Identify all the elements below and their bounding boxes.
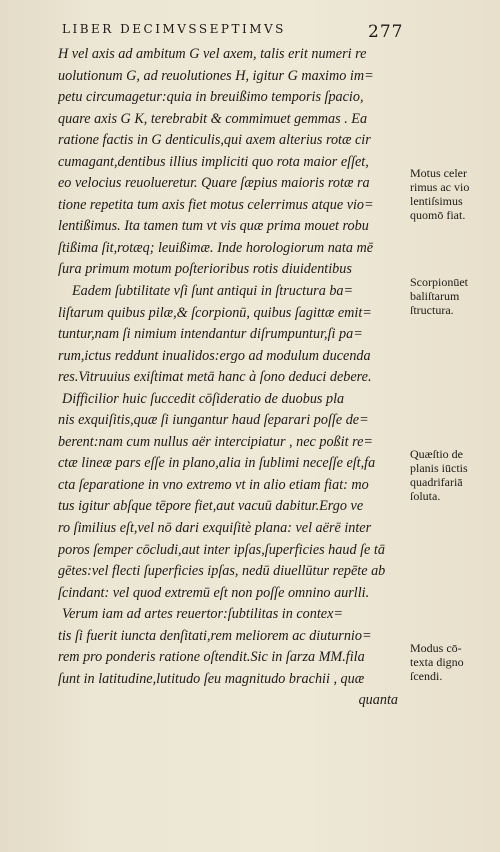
text-line: cta ſeparatione in vno extremo vt in alio etiam fiat: mo [58,476,369,493]
text-line: lentißimus. Ita tamen tum vt vis quæ prima mouet robu [58,218,369,235]
text-line: Difficilior huic ſuccedit cōſideratio de duobus pla [62,390,345,407]
text-line: ſura primum motum poſterioribus rotis diuidentibus [58,261,352,278]
text-line: tus igitur abſque tēpore fiet,aut vacuū dabitur.Ergo ve [58,498,364,515]
text-line: berent:nam cum nullus aër intercipiatur , nec poßit re= [58,433,373,450]
body-text [58,44,410,712]
running-title: LIBER DECIMVSSEPTIMVS [62,22,286,36]
text-line: nis exquiſitis,quæ ſi iungantur haud ſeparari poſſe de= [58,412,369,429]
text-line: rum,ictus reddunt inualidos:ergo ad modulum ducenda [58,347,371,364]
margin-note: Scorpionūet baliſtarum ſtructura. [410,275,468,317]
text-line: gētes:vel flecti ſuperficies ipſas, nedū diuellūtur repēte ab [58,563,386,580]
text-line: eo velocius reuolueretur. Quare ſæpius maioris rotæ ra [58,175,370,192]
text-line: H vel axis ad ambitum G vel axem, talis erit numeri re [58,46,367,62]
text-line: ratione factis in G denticulis,qui axem alterius rotæ cir [58,132,371,149]
margin-note: Quæſtio de planis iūctis quadrifariā ſoluta. [410,447,468,503]
page-number: 277 [368,22,404,42]
text-line: tuntur,nam ſi nimium intendantur diſrumpuntur,ſi pa= [58,326,363,343]
text-line: cumagant,dentibus illius impliciti quo rota maior eſſet, [58,153,369,170]
text-line: rem pro ponderis ratione oſtendit.Sic in ſarza MM.fila [58,649,365,666]
text-line: Eadem ſubtilitate vſi ſunt antiqui in ſtructura ba= [72,283,354,300]
text-line: ſcindant: vel quod extremū eſt non poſſe omnino aurlli. [58,584,370,601]
text-line: liſtarum quibus pilæ,& ſcorpionū, quibus ſagittæ emit= [58,304,372,321]
margin-note: Motus celer rimus ac vio lentiſsimus quomō fiat. [410,166,470,222]
margin-note: Modus cō- texta digno ſcendi. [410,641,464,683]
text-line: petu circumagetur:quia in breuißimo temporis ſpacio, [58,89,364,106]
text-line: ro ſimilius eſt,vel nō dari exquiſitè plana: vel aërē inter [58,520,372,537]
text-line: res.Vitruuius exiſtimat metā hanc à ſono deduci debere. [58,369,372,386]
catchword: quanta [358,692,398,709]
text-line: tis ſi fuerit iuncta denſitati,rem meliorem ac diuturnio= [58,627,372,644]
text-line: Verum iam ad artes reuertor:ſubtilitas in contex= [62,606,343,623]
text-line: quare axis G K, terebrabit & commimuet gemmas . Ea [58,110,368,127]
text-line: poros ſemper cōcludi,aut inter ipſas,ſuperficies haud ſe tā [58,541,385,558]
text-line: ctæ lineæ pars eſſe in plano,alia in ſublimi neceſſe eſt,fa [58,455,376,472]
text-line: ſunt in latitudine,lutitudo ſeu magnitudo brachii , quæ [58,670,365,687]
text-line: ſtißima ſit,rotæq; leuißimæ. Inde horologiorum nata mē [58,239,374,256]
text-line: tione repetita tum axis fiet motus celerrimus atque vio= [58,196,374,213]
text-line: uolutionum G, ad reuolutiones H, igitur G maximo im= [58,67,374,84]
